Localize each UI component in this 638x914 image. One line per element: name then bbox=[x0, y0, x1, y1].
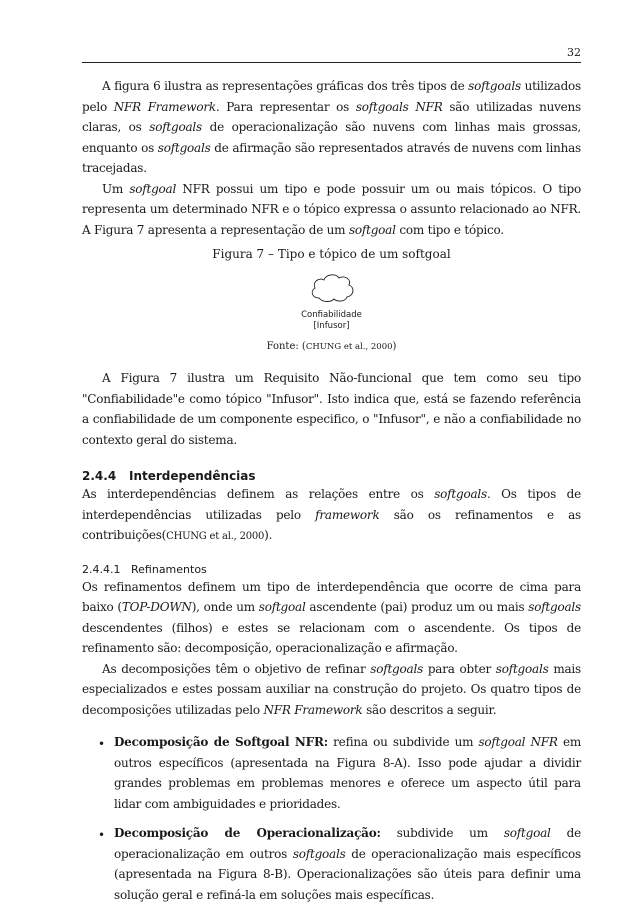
section-heading: 2.4.4 Interdependências bbox=[82, 469, 256, 483]
softgoal-topic-label: [Infusor] bbox=[313, 321, 350, 331]
subsection-heading: 2.4.4.1 Refinamentos bbox=[82, 562, 207, 576]
bullet-icon: • bbox=[98, 828, 106, 842]
figure-source: Fonte: (CHUNG et al., 2000) bbox=[266, 341, 397, 352]
softgoal-type-label: Confiabilidade bbox=[301, 310, 362, 320]
page-content bbox=[82, 76, 581, 914]
figure-caption: Figura 7 – Tipo e tópico de um softgoal bbox=[212, 247, 451, 261]
paragraph-softgoal-type-topic: Um softgoal NFR possui um tipo e pode possuir um ou mais tópicos. O tipo representa um determinado NFR e o tópico expressa o assunto relacionado ao NFR. A Figura 7 apresenta a representação de um softgoal com tipo e tópico. bbox=[82, 181, 581, 237]
paragraph-figure-7-explanation: A Figura 7 ilustra um Requisito Não-funcional que tem como seu tipo "Confiabilidade"e como tópico "Infusor". Isto indica que, está se fazendo referência a confiabilidade de um componente especifico, o "Infusor", e não a confiabilidade no contexto geral do sistema. bbox=[82, 371, 581, 447]
paragraph-refinements: Os refinamentos definem um tipo de interdependência que ocorre de cima para baixo (TOP-DOWN), onde um softgoal ascendente (pai) produz um ou mais softgoals descendentes (filhos) e estes se relacionam com o ascendente. Os tipos de refinamento são: decomposição, operacionalização e afirmação. bbox=[82, 579, 581, 655]
bullet-icon: • bbox=[98, 737, 106, 751]
figure-7 bbox=[82, 270, 581, 332]
header-rule bbox=[82, 62, 581, 63]
list-item: • Decomposição de Operacionalização: subdivide um softgoal de operacionalização em outros softgoals de operacionalização mais específicos (apresentada na Figura 8-B). Operacionalizações são úteis para definir uma solução geral e refiná-la em soluções mais específicas. bbox=[98, 826, 581, 902]
list-item: • Decomposição de Softgoal NFR: refina ou subdivide um softgoal NFR em outros específicos (apresentada na Figura 8-A). Isso pode ajudar a dividir grandes problemas em problemas menores e oferece um aspecto útil para lidar com ambiguidades e prioridades. bbox=[98, 735, 581, 811]
paragraph-decompositions: As decomposições têm o objetivo de refinar softgoals para obter softgoals mais especializados e estes possam auxiliar na construção do projeto. Os quatro tipos de decomposições utilizadas pelo NFR Framework são descritos a seguir. bbox=[82, 661, 581, 717]
decomposition-list bbox=[82, 732, 581, 905]
paragraph-interdependencies: As interdependências definem as relações entre os softgoals. Os tipos de interdependências utilizadas pelo framework são os refinamentos e as contribuições(CHUNG et al., 2000). bbox=[82, 487, 581, 542]
cloud-icon bbox=[307, 270, 357, 306]
list-item-title: Decomposição de Operacionalização: bbox=[114, 826, 381, 840]
page-number: 32 bbox=[567, 46, 581, 59]
paragraph-figure-6: A figura 6 ilustra as representações gráficas dos três tipos de softgoals utilizados pelo NFR Framework. Para representar os softgoals NFR são utilizadas nuvens claras, os softgoals de operacionalização são nuvens com linhas mais grossas, enquanto os softgoals de afirmação são representados através de nuvens com linhas tracejadas. bbox=[82, 79, 581, 175]
list-item-title: Decomposição de Softgoal NFR: bbox=[114, 735, 328, 749]
